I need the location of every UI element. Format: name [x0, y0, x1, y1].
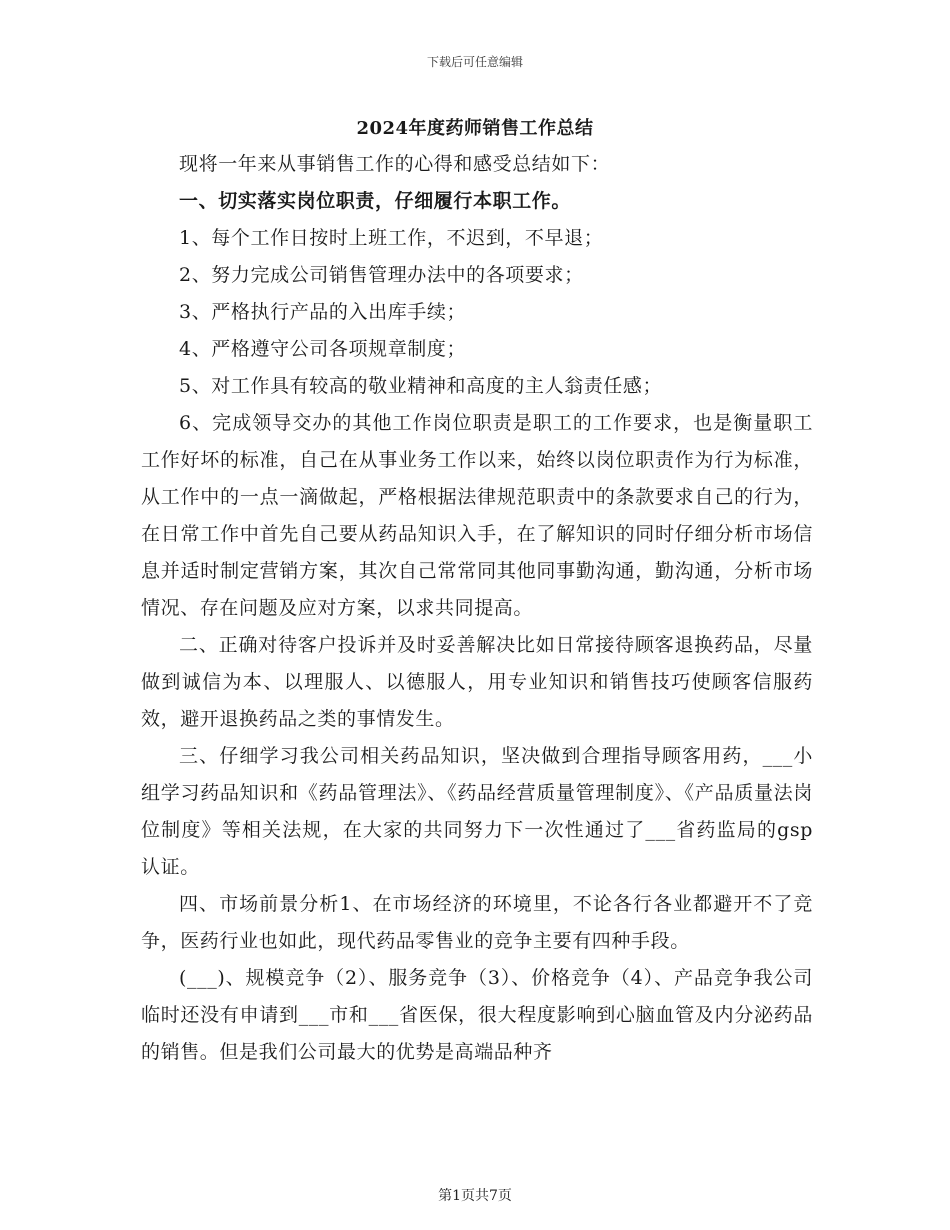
competition-paragraph: (___)、规模竞争（2）、服务竞争（3）、价格竞争（4）、产品竞争我公司临时还没有申请到___市和___省医保，很大程度影响到心脑血管及内分泌药品的销售。但是我们公司最大的优势是高端品种齐 [141, 967, 813, 1063]
header-note: 下载后可任意编辑 [426, 55, 523, 69]
section-2-paragraph: 二、正确对待客户投诉并及时妥善解决比如日常接待顾客退换药品，尽量做到诚信为本、以理服人、以德服人，用专业知识和销售技巧使顾客信服药效，避开退换药品之类的事情发生。 [141, 634, 813, 730]
section-heading-1: 一、切实落实岗位职责，仔细履行本职工作。 [179, 190, 572, 212]
list-item-6: 6、完成领导交办的其他工作岗位职责是职工的工作要求，也是衡量职工工作好坏的标准，自己在从事业务工作以来，始终以岗位职责作为行为标准，从工作中的一点一滴做起，严格根据法律规范职责中的条款要求自己的行为，在日常工作中首先自己要从药品知识入手，在了解知识的同时仔细分析市场信息并适时制定营销方案，其次自己常常同其他同事勤沟通，勤沟通，分析市场情况、存在问题及应对方案，以求共同提高。 [141, 412, 813, 619]
section-3-paragraph: 三、仔细学习我公司相关药品知识，坚决做到合理指导顾客用药，___小组学习药品知识和《药品管理法》、《药品经营质量管理制度》、《产品质量法岗位制度》等相关法规，在大家的共同努力下一次性通过了___省药监局的gsp认证。 [141, 745, 813, 878]
list-item-2: 2、努力完成公司销售管理办法中的各项要求； [179, 264, 584, 286]
page-title: 2024年度药师销售工作总结 [356, 118, 594, 139]
page-footer: 第1页共7页 [438, 1188, 512, 1204]
intro-paragraph: 现将一年来从事销售工作的心得和感受总结如下： [179, 153, 611, 175]
document-body [141, 146, 813, 1071]
list-item-3: 3、严格执行产品的入出库手续； [179, 301, 467, 323]
section-4-paragraph: 四、市场前景分析1、在市场经济的环境里，不论各行各业都避开不了竞争，医药行业也如此，现代药品零售业的竞争主要有四种手段。 [141, 893, 813, 952]
list-item-1: 1、每个工作日按时上班工作，不迟到，不早退； [179, 227, 604, 249]
list-item-5: 5、对工作具有较高的敬业精神和高度的主人翁责任感； [179, 375, 663, 397]
list-item-4: 4、严格遵守公司各项规章制度； [179, 338, 467, 360]
